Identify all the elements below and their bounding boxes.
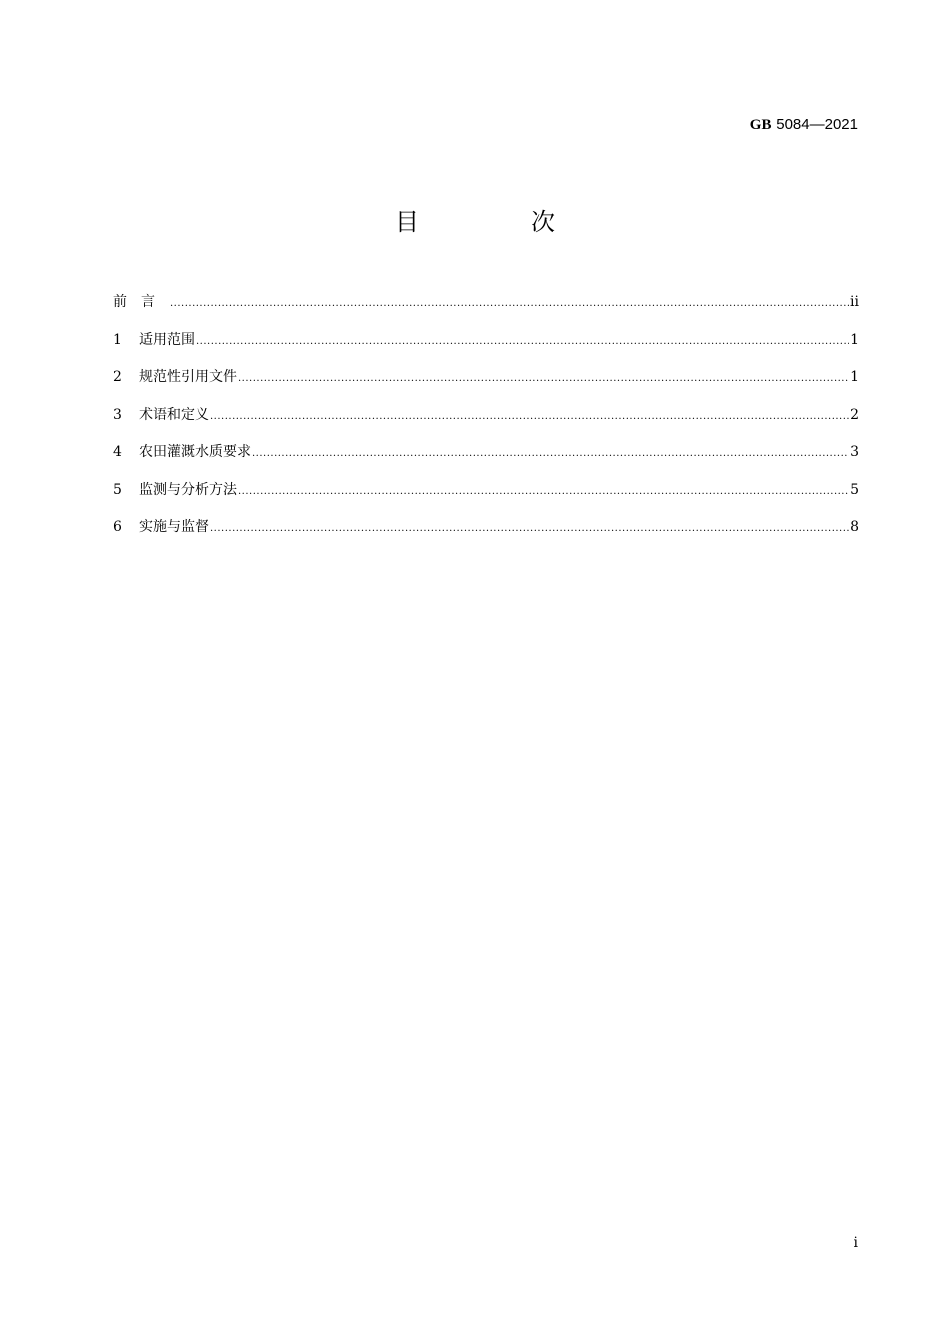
toc-entry-page: 1	[850, 331, 859, 348]
toc-entry-label: 监测与分析方法	[139, 481, 237, 498]
toc-leader-dots	[238, 367, 849, 391]
toc-entry-label: 术语和定义	[139, 406, 209, 423]
toc-entry-label: 农田灌溉水质要求	[139, 444, 251, 460]
toc-entry-number: 2	[113, 369, 122, 385]
page-number: i	[853, 1235, 858, 1251]
toc-leader-dots	[252, 442, 849, 466]
standard-prefix: GB	[749, 117, 772, 133]
toc-entry-foreword[interactable]	[113, 290, 859, 328]
standard-number: 5084—2021	[776, 116, 858, 133]
toc-entry-page: 1	[850, 369, 859, 385]
toc-entry-label: 实施与监督	[139, 519, 209, 535]
toc-leader-dots	[210, 405, 849, 429]
toc-entry-number: 4	[113, 444, 122, 460]
toc-entry-number: 1	[113, 331, 122, 348]
toc-entry-monitoring-methods[interactable]	[113, 478, 859, 516]
toc-entry-page: 3	[850, 444, 859, 460]
toc-entry-page: 8	[850, 519, 859, 535]
toc-title: 目 次	[395, 208, 599, 236]
standard-code	[750, 114, 858, 135]
toc-entry-number: 6	[113, 519, 122, 535]
toc-entry-normative-references[interactable]	[113, 365, 859, 403]
toc-entry-number: 5	[113, 481, 122, 498]
toc-entry-label: 规范性引用文件	[139, 369, 237, 385]
toc-entry-page: 2	[850, 406, 859, 423]
toc-leader-dots	[196, 330, 849, 354]
toc-entry-scope[interactable]	[113, 328, 859, 366]
toc-entry-page: ii	[850, 294, 859, 310]
toc-entry-number: 3	[113, 406, 122, 423]
toc-leader-dots	[170, 292, 849, 316]
table-of-contents	[113, 290, 859, 553]
toc-entry-label: 前言	[113, 294, 169, 310]
toc-entry-page: 5	[850, 481, 859, 498]
toc-entry-water-quality-requirements[interactable]	[113, 440, 859, 478]
toc-entry-label: 适用范围	[139, 331, 195, 348]
toc-entry-terms-definitions[interactable]	[113, 403, 859, 441]
toc-entry-implementation-supervision[interactable]	[113, 515, 859, 553]
toc-leader-dots	[238, 480, 849, 504]
toc-leader-dots	[210, 517, 849, 541]
